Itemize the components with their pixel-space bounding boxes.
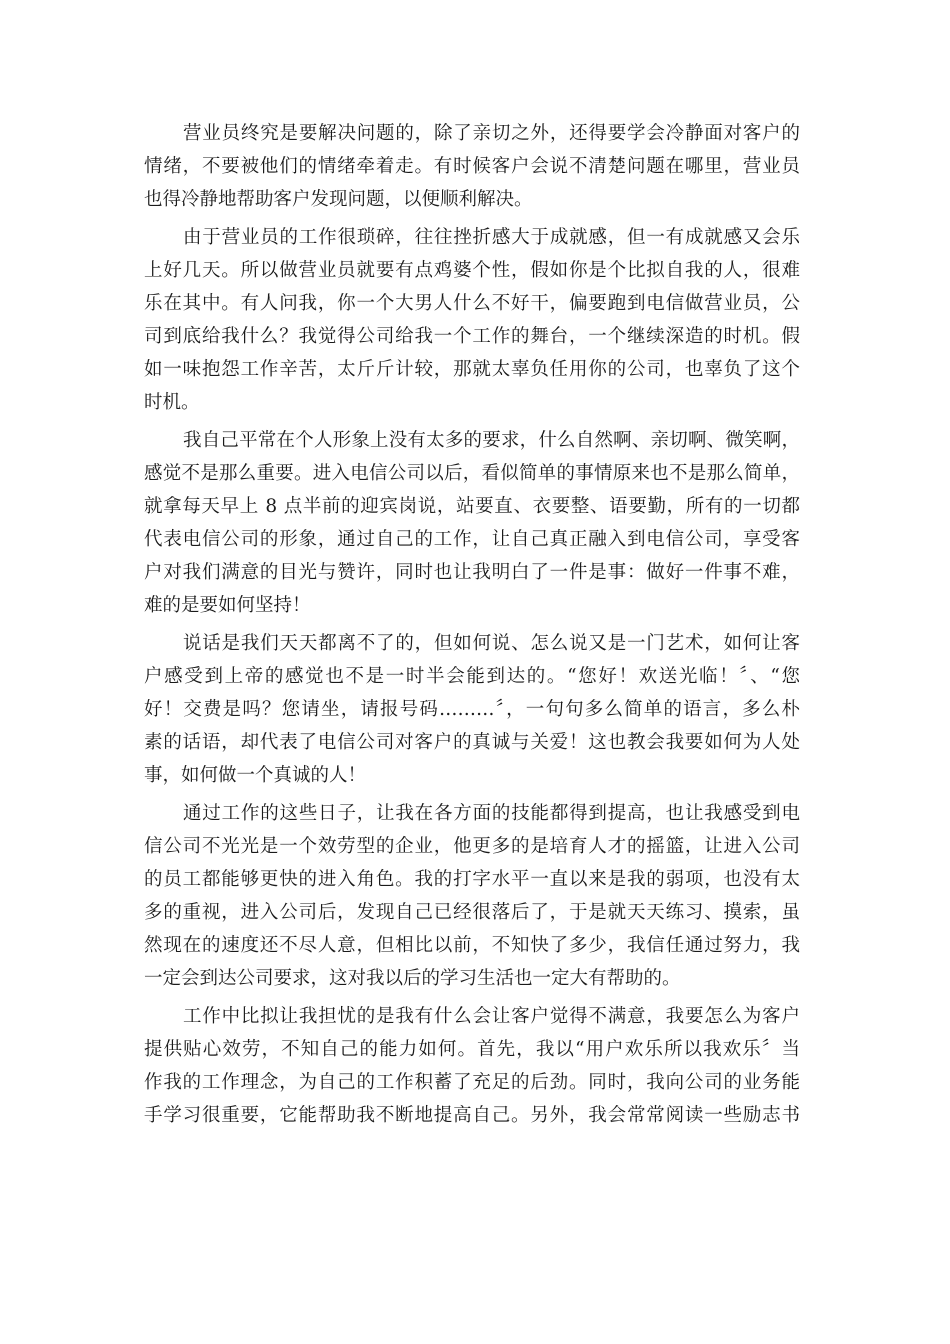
text-line: 代表电信公司的形象，通过自己的工作，让自己真正融入到电信公司，享受客 [144,529,800,550]
text-line: 感觉不是那么重要。进入电信公司以后，看似简单的事情原来也不是那么简单， [144,463,800,484]
text-line: 多的重视，进入公司后，发现自己已经很落后了，于是就天天练习、摸索，虽 [144,902,800,923]
text-line: 的员工都能够更快的进入角色。我的打字水平一直以来是我的弱项，也没有太 [144,869,800,890]
document-page [144,117,800,1137]
paragraph [144,424,800,622]
text-line: 乐在其中。有人问我，你一个大男人什么不好干，偏要跑到电信做营业员，公 [144,293,800,314]
paragraph [144,117,800,216]
paragraph [144,221,800,419]
text-line: 一定会到达公司要求，这对我以后的学习生活也一定大有帮助的。 [144,968,681,989]
text-line: 事，如何做一个真诚的人！ [144,765,367,786]
text-line: 由于营业员的工作很琐碎，往往挫折感大于成就感，但一有成就感又会乐 [183,227,800,248]
text-line: 素的话语，却代表了电信公司对客户的真诚与关爱！这也教会我要如何为人处 [144,732,800,753]
text-line: 提供贴心效劳，不知自己的能力如何。首先，我以“用户欢乐所以我欢乐〞当 [144,1039,800,1060]
text-line: 户对我们满意的目光与赞许，同时也让我明白了一件是事：做好一件事不难， [144,562,800,583]
paragraph [144,1000,800,1132]
text-line: 我自己平常在个人形象上没有太多的要求，什么自然啊、亲切啊、微笑啊， [183,430,800,451]
text-line: 营业员终究是要解决问题的，除了亲切之外，还得要学会冷静面对客户的 [183,123,800,144]
text-line: 难的是要如何坚持！ [144,595,311,616]
text-line: 司到底给我什么？我觉得公司给我一个工作的舞台，一个继续深造的时机。假 [144,326,800,347]
text-line: 信公司不光光是一个效劳型的企业，他更多的是培育人才的摇篮，让进入公司 [144,836,800,857]
text-line: 说话是我们天天都离不了的，但如何说、怎么说又是一门艺术，如何让客 [183,633,800,654]
text-line: 上好几天。所以做营业员就要有点鸡婆个性，假如你是个比拟自我的人，很难 [144,260,800,281]
text-line: 时机。 [144,392,200,413]
text-line: 也得冷静地帮助客户发现问题，以便顺利解决。 [144,189,533,210]
text-line: 通过工作的这些日子，让我在各方面的技能都得到提高，也让我感受到电 [183,803,800,824]
paragraph [144,797,800,995]
paragraph [144,627,800,792]
text-line: 作我的工作理念，为自己的工作积蓄了充足的后劲。同时，我向公司的业务能 [144,1072,800,1093]
text-line: 工作中比拟让我担忧的是我有什么会让客户觉得不满意，我要怎么为客户 [183,1006,800,1027]
text-line: 户感受到上帝的感觉也不是一时半会能到达的。“您好！欢送光临！〞、“您 [144,666,800,687]
text-line: 手学习很重要，它能帮助我不断地提高自己。另外，我会常常阅读一些励志书 [144,1105,800,1126]
text-line: 情绪，不要被他们的情绪牵着走。有时候客户会说不清楚问题在哪里，营业员 [144,156,800,177]
text-line: 然现在的速度还不尽人意，但相比以前，不知快了多少，我信任通过努力，我 [144,935,800,956]
text-line: 好！交费是吗？您请坐，请报号码………〞，一句句多么简单的语言，多么朴 [144,699,800,720]
text-line: 如一味抱怨工作辛苦，太斤斤计较，那就太辜负任用你的公司，也辜负了这个 [144,359,800,380]
text-line: 就拿每天早上 8 点半前的迎宾岗说，站要直、衣要整、语要勤，所有的一切都 [144,496,800,517]
